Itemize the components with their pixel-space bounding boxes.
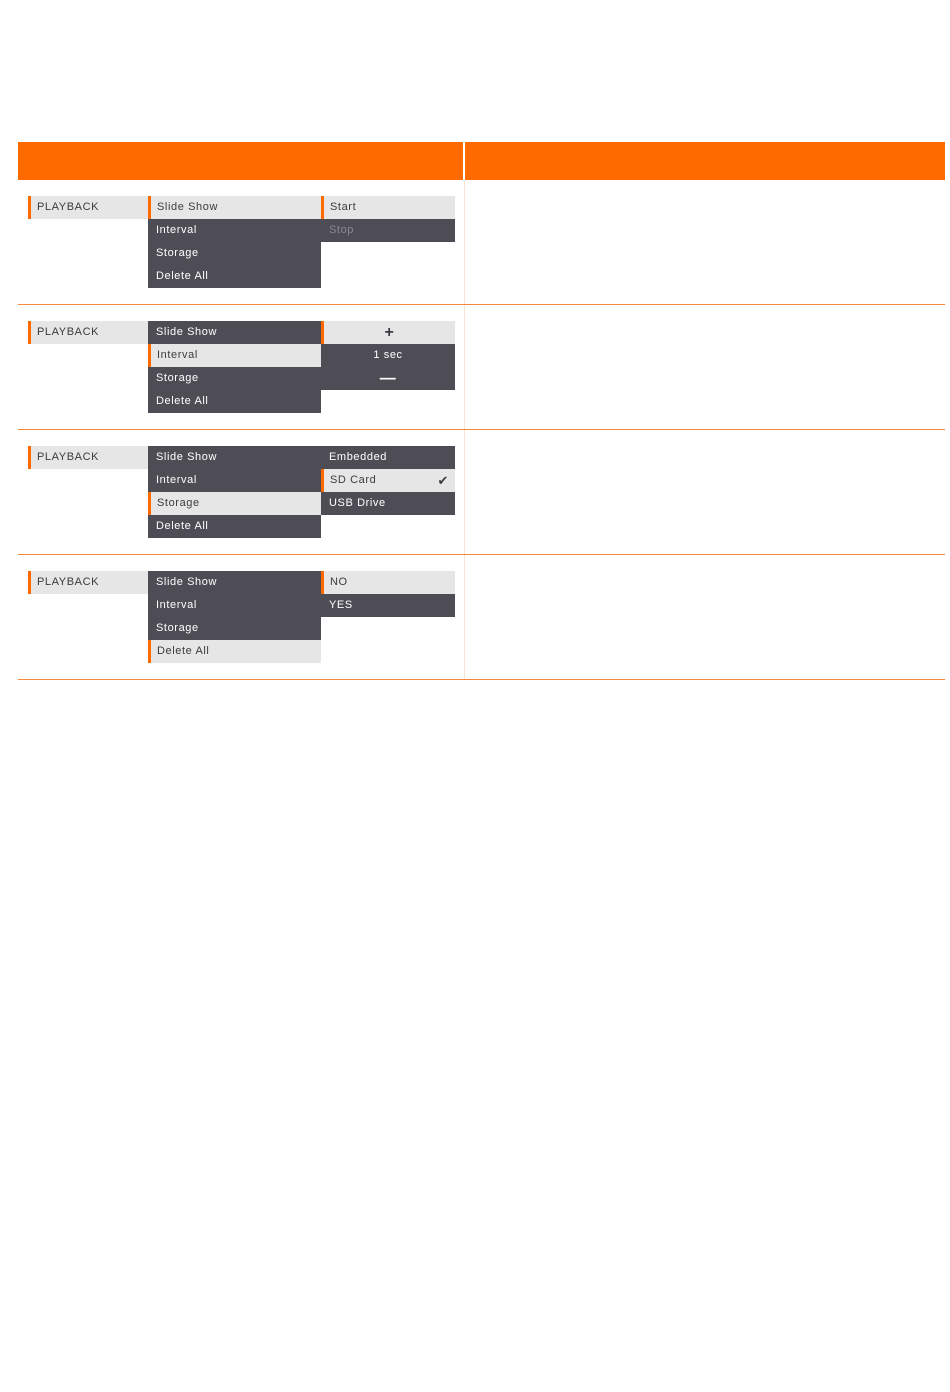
submenu-item-storage[interactable]: Storage [148, 617, 321, 640]
table-header [18, 142, 945, 180]
interval-increase-button[interactable]: + [321, 321, 455, 344]
table-row-slide-show [18, 180, 945, 305]
submenu-item-interval[interactable]: Interval [148, 344, 321, 367]
submenu-item-slide-show[interactable]: Slide Show [148, 196, 321, 219]
submenu-item-delete-all[interactable]: Delete All [148, 515, 321, 538]
submenu-item-storage[interactable]: Storage [148, 367, 321, 390]
submenu-item-slide-show[interactable]: Slide Show [148, 571, 321, 594]
checkmark-icon: ✔ [437, 473, 449, 488]
submenu-item-storage[interactable]: Storage [148, 492, 321, 515]
table-row-interval [18, 305, 945, 430]
option-sd-card-label: SD Card [330, 474, 377, 486]
option-start[interactable]: Start [321, 196, 455, 219]
table-header-left [18, 142, 463, 180]
table-row-storage [18, 430, 945, 555]
interval-decrease-button[interactable]: — [321, 367, 455, 390]
option-usb-drive[interactable]: USB Drive [321, 492, 455, 515]
menu-item-playback[interactable]: PLAYBACK [28, 446, 148, 469]
option-embedded[interactable]: Embedded [321, 446, 455, 469]
table-row-delete-all [18, 555, 945, 680]
option-yes[interactable]: YES [321, 594, 455, 617]
table-header-right [465, 142, 945, 180]
option-sd-card[interactable] [321, 469, 455, 492]
submenu-item-interval[interactable]: Interval [148, 219, 321, 242]
submenu-item-slide-show[interactable]: Slide Show [148, 446, 321, 469]
submenu-item-slide-show[interactable]: Slide Show [148, 321, 321, 344]
option-no[interactable]: NO [321, 571, 455, 594]
menu-table [18, 142, 945, 680]
submenu-item-delete-all[interactable]: Delete All [148, 265, 321, 288]
menu-item-playback[interactable]: PLAYBACK [28, 196, 148, 219]
submenu-item-delete-all[interactable]: Delete All [148, 640, 321, 663]
menu-item-playback[interactable]: PLAYBACK [28, 321, 148, 344]
submenu-item-interval[interactable]: Interval [148, 594, 321, 617]
submenu-item-storage[interactable]: Storage [148, 242, 321, 265]
option-stop[interactable]: Stop [321, 219, 455, 242]
interval-value: 1 sec [321, 344, 455, 367]
menu-item-playback[interactable]: PLAYBACK [28, 571, 148, 594]
submenu-item-delete-all[interactable]: Delete All [148, 390, 321, 413]
submenu-item-interval[interactable]: Interval [148, 469, 321, 492]
